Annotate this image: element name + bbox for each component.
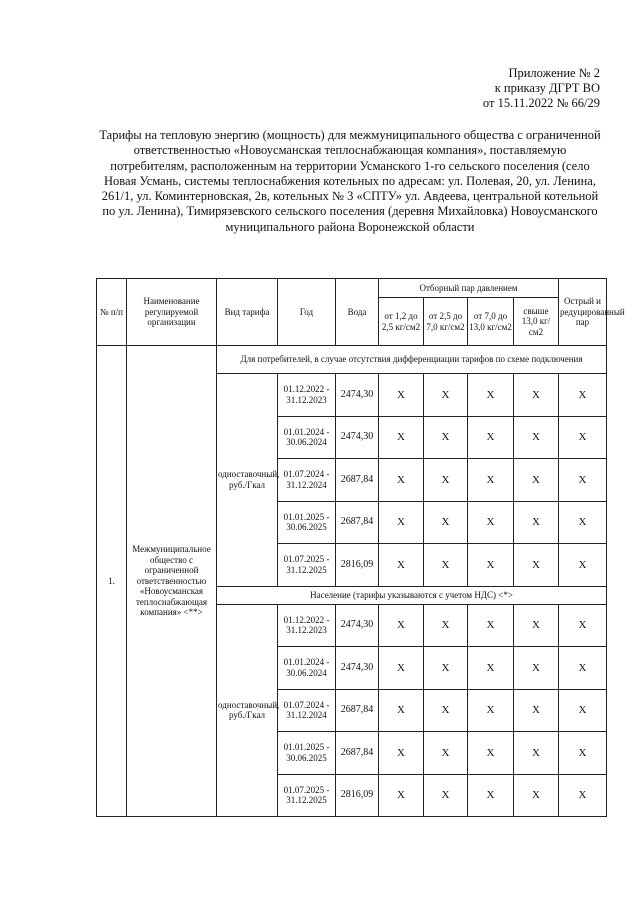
na-cell: X bbox=[424, 604, 468, 647]
na-cell: X bbox=[559, 501, 607, 544]
na-cell: X bbox=[559, 604, 607, 647]
header-pressure-1: от 1,2 до 2,5 кг/см2 bbox=[379, 298, 424, 346]
na-cell: X bbox=[514, 374, 559, 417]
na-cell: X bbox=[514, 604, 559, 647]
na-cell: X bbox=[468, 774, 514, 817]
period: 01.01.2025 - 30.06.2025 bbox=[278, 732, 336, 775]
na-cell: X bbox=[559, 544, 607, 587]
na-cell: X bbox=[514, 647, 559, 690]
na-cell: X bbox=[379, 459, 424, 502]
na-cell: X bbox=[424, 647, 468, 690]
na-cell: X bbox=[468, 544, 514, 587]
period: 01.01.2025 - 30.06.2025 bbox=[278, 501, 336, 544]
na-cell: X bbox=[514, 774, 559, 817]
na-cell: X bbox=[559, 416, 607, 459]
water-value: 2816,09 bbox=[336, 544, 379, 587]
na-cell: X bbox=[379, 774, 424, 817]
na-cell: X bbox=[468, 647, 514, 690]
na-cell: X bbox=[468, 374, 514, 417]
na-cell: X bbox=[514, 416, 559, 459]
document-title: Тарифы на тепловую энергию (мощность) для межмуниципального общества с ограниченной ответственностью «Новоусманская теплоснабжающая компания», поставляемую потребителям, расположенным на территории Усманского 1-го сельского поселения (село Новая Усмань, системы теплоснабжения котельных по адресам: ул. Полевая, 20, ул. Ленина, 261/1, ул. Коминтерновская, 2в, котельных № 3 «СПТУ» ул. Авдеева, центральной котельной по ул. Ленина), Тимирязевского сельского поселения (деревня Михайловка) Новоусманского муниципального района Воронежской области bbox=[99, 128, 601, 234]
row-number: 1. bbox=[97, 346, 127, 817]
tariff-kind: одноставочный, руб./Гкал bbox=[217, 374, 278, 587]
na-cell: X bbox=[424, 501, 468, 544]
period: 01.12.2022 - 31.12.2023 bbox=[278, 374, 336, 417]
tariff-table bbox=[96, 278, 625, 817]
group-title-population: Население (тарифы указываются с учетом НДС) <*> bbox=[217, 586, 607, 604]
header-pressure-2: от 2,5 до 7,0 кг/см2 bbox=[424, 298, 468, 346]
water-value: 2474,30 bbox=[336, 604, 379, 647]
header-kind: Вид тарифа bbox=[217, 279, 278, 346]
header-water: Вода bbox=[336, 279, 379, 346]
na-cell: X bbox=[424, 374, 468, 417]
na-cell: X bbox=[379, 689, 424, 732]
tariff-kind: одноставочный, руб./Гкал bbox=[217, 604, 278, 817]
period: 01.07.2025 - 31.12.2025 bbox=[278, 774, 336, 817]
na-cell: X bbox=[424, 544, 468, 587]
na-cell: X bbox=[424, 732, 468, 775]
na-cell: X bbox=[514, 501, 559, 544]
period: 01.01.2024 - 30.06.2024 bbox=[278, 647, 336, 690]
appendix-line-1: Приложение № 2 bbox=[508, 66, 600, 80]
water-value: 2687,84 bbox=[336, 459, 379, 502]
na-cell: X bbox=[559, 459, 607, 502]
na-cell: X bbox=[379, 374, 424, 417]
na-cell: X bbox=[468, 732, 514, 775]
na-cell: X bbox=[379, 647, 424, 690]
period: 01.07.2024 - 31.12.2024 bbox=[278, 459, 336, 502]
na-cell: X bbox=[514, 732, 559, 775]
period: 01.07.2024 - 31.12.2024 bbox=[278, 689, 336, 732]
header-pressure-3: от 7,0 до 13,0 кг/см2 bbox=[468, 298, 514, 346]
na-cell: X bbox=[514, 689, 559, 732]
period: 01.12.2022 - 31.12.2023 bbox=[278, 604, 336, 647]
water-value: 2816,09 bbox=[336, 774, 379, 817]
appendix-reference bbox=[483, 66, 600, 111]
na-cell: X bbox=[559, 732, 607, 775]
water-value: 2474,30 bbox=[336, 374, 379, 417]
na-cell: X bbox=[468, 501, 514, 544]
na-cell: X bbox=[559, 689, 607, 732]
na-cell: X bbox=[559, 374, 607, 417]
na-cell: X bbox=[559, 774, 607, 817]
header-num: № п/п bbox=[97, 279, 127, 346]
header-steam-group: Отборный пар давлением bbox=[379, 279, 559, 298]
water-value: 2687,84 bbox=[336, 732, 379, 775]
appendix-line-3: от 15.11.2022 № 66/29 bbox=[482, 96, 600, 110]
na-cell: X bbox=[424, 774, 468, 817]
na-cell: X bbox=[379, 544, 424, 587]
na-cell: X bbox=[514, 544, 559, 587]
na-cell: X bbox=[468, 604, 514, 647]
appendix-line-2: к приказу ДГРТ ВО bbox=[494, 81, 600, 95]
water-value: 2687,84 bbox=[336, 689, 379, 732]
header-org: Наименование регулируемой организации bbox=[127, 279, 217, 346]
na-cell: X bbox=[424, 689, 468, 732]
na-cell: X bbox=[379, 416, 424, 459]
water-value: 2474,30 bbox=[336, 647, 379, 690]
na-cell: X bbox=[468, 689, 514, 732]
na-cell: X bbox=[379, 732, 424, 775]
period: 01.01.2024 - 30.06.2024 bbox=[278, 416, 336, 459]
header-year: Год bbox=[278, 279, 336, 346]
header-pressure-4: свыше 13,0 кг/см2 bbox=[514, 298, 559, 346]
water-value: 2687,84 bbox=[336, 501, 379, 544]
period: 01.07.2025 - 31.12.2025 bbox=[278, 544, 336, 587]
na-cell: X bbox=[468, 416, 514, 459]
na-cell: X bbox=[379, 604, 424, 647]
group-title-general: Для потребителей, в случае отсутствия дифференциации тарифов по схеме подключения bbox=[217, 346, 607, 374]
na-cell: X bbox=[468, 459, 514, 502]
na-cell: X bbox=[424, 416, 468, 459]
na-cell: X bbox=[559, 647, 607, 690]
na-cell: X bbox=[379, 501, 424, 544]
header-sharp-steam: Острый и редуцированный пар bbox=[559, 279, 607, 346]
organization-name: Межмуниципальное общество с ограниченной ответственностью «Новоусманская теплоснабжающая компания» <**> bbox=[127, 346, 217, 817]
na-cell: X bbox=[424, 459, 468, 502]
water-value: 2474,30 bbox=[336, 416, 379, 459]
na-cell: X bbox=[514, 459, 559, 502]
